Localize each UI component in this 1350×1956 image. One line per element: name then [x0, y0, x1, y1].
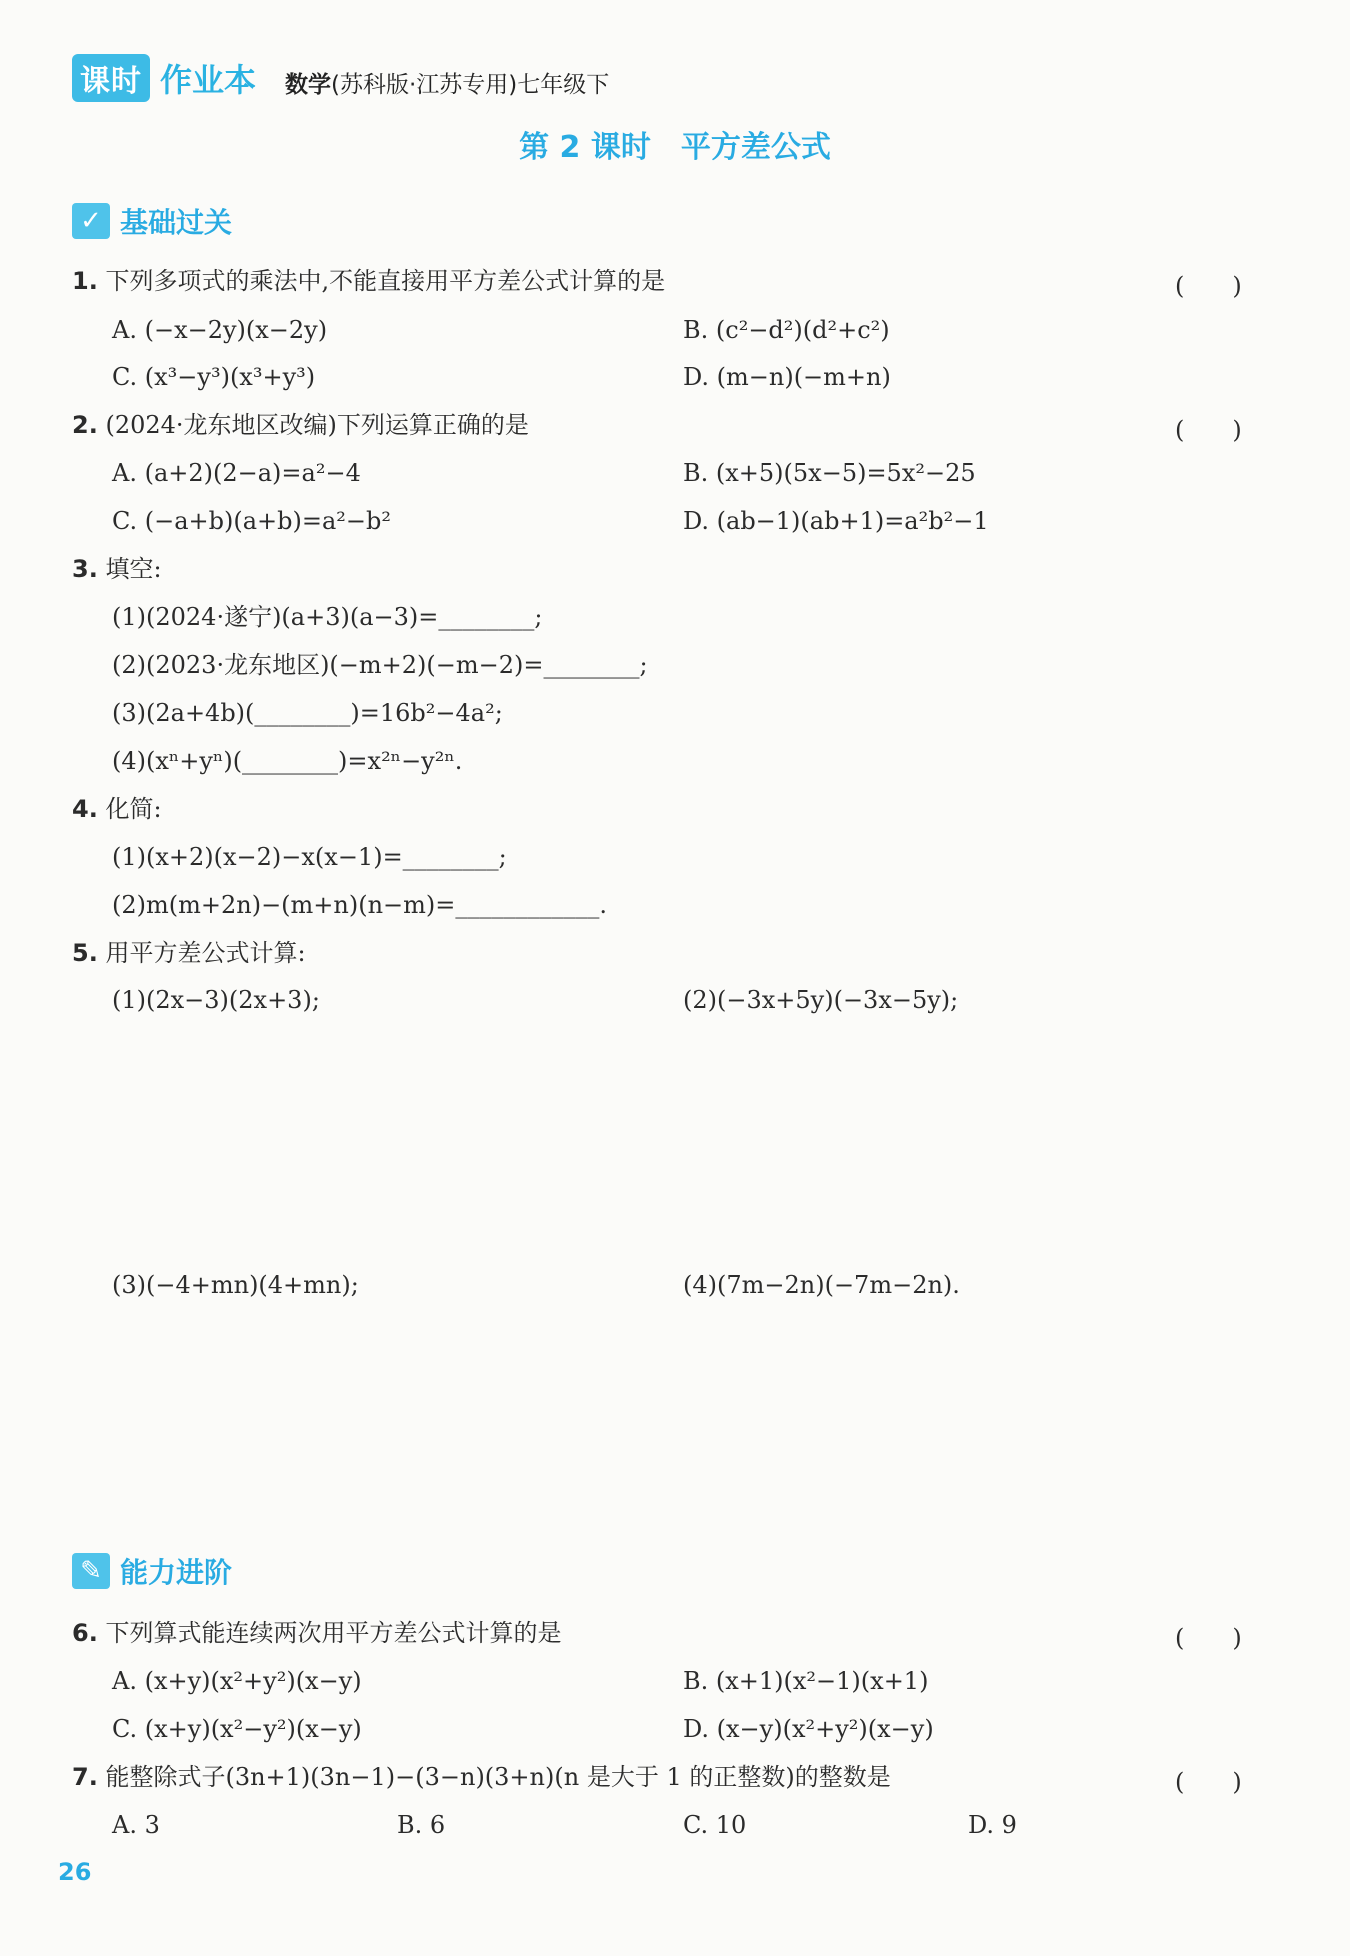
- q1-text: 下列多项式的乘法中,不能直接用平方差公式计算的是: [105, 267, 666, 295]
- q1-option-c: C. (x³−y³)(x³+y³): [112, 363, 316, 391]
- q6-option-a: A. (x+y)(x²+y²)(x−y): [112, 1667, 362, 1695]
- q6-answer-paren: ( ): [1175, 1624, 1242, 1652]
- q4-number: 4.: [72, 795, 98, 823]
- section-basic-label: 基础过关: [120, 206, 233, 239]
- q5-stem: [72, 938, 306, 970]
- q4-part-2: (2)m(m+2n)−(m+n)(n−m)=____________.: [112, 891, 608, 919]
- q6-option-b: B. (x+1)(x²−1)(x+1): [683, 1667, 929, 1695]
- lesson-title: 第 2 课时 平方差公式: [519, 130, 831, 165]
- brand-name: 作业本: [160, 61, 257, 99]
- q5-number: 5.: [72, 939, 98, 967]
- q1-option-b: B. (c²−d²)(d²+c²): [683, 316, 890, 344]
- section-advanced-label: 能力进阶: [120, 1556, 233, 1589]
- q7-answer-paren: ( ): [1175, 1768, 1242, 1796]
- q2-stem: [72, 410, 529, 442]
- q7-text: 能整除式子(3n+1)(3n−1)−(3−n)(3+n)(n 是大于 1 的正整数)的整数是: [105, 1763, 891, 1791]
- q7-number: 7.: [72, 1763, 98, 1791]
- q1-stem: [72, 266, 665, 298]
- q6-text: 下列算式能连续两次用平方差公式计算的是: [105, 1619, 562, 1647]
- q3-part-2: (2)(2023·龙东地区)(−m+2)(−m−2)=________;: [112, 651, 648, 679]
- q7-option-d: D. 9: [968, 1811, 1017, 1839]
- book-info: [285, 66, 609, 99]
- q5-part-3: (3)(−4+mn)(4+mn);: [112, 1271, 359, 1299]
- section-basic: [72, 200, 232, 242]
- q6-option-c: C. (x+y)(x²−y²)(x−y): [112, 1715, 362, 1743]
- q2-answer-paren: ( ): [1175, 416, 1242, 444]
- q7-option-c: C. 10: [683, 1811, 747, 1839]
- q2-number: 2.: [72, 411, 98, 439]
- q5-part-2: (2)(−3x+5y)(−3x−5y);: [683, 986, 959, 1014]
- q2-option-a: A. (a+2)(2−a)=a²−4: [112, 459, 361, 487]
- q7-option-b: B. 6: [397, 1811, 446, 1839]
- q7-stem: [72, 1762, 891, 1794]
- section-advanced: [72, 1550, 232, 1592]
- book-subject: 数学: [285, 72, 331, 98]
- book-desc: (苏科版·江苏专用)七年级下: [331, 72, 610, 98]
- q1-number: 1.: [72, 267, 98, 295]
- q2-option-b: B. (x+5)(5x−5)=5x²−25: [683, 459, 976, 487]
- q6-stem: [72, 1618, 561, 1650]
- brand-logo: 课时: [72, 54, 150, 102]
- page-number: 26: [58, 1858, 92, 1886]
- q3-stem: [72, 554, 162, 586]
- q1-option-d: D. (m−n)(−m+n): [683, 363, 891, 391]
- pencil-icon: ✎: [72, 1553, 110, 1589]
- q3-text: 填空:: [105, 555, 162, 583]
- q3-number: 3.: [72, 555, 98, 583]
- q2-option-c: C. (−a+b)(a+b)=a²−b²: [112, 507, 392, 535]
- q5-part-4: (4)(7m−2n)(−7m−2n).: [683, 1271, 960, 1299]
- brand-header: [72, 56, 256, 100]
- q3-part-3: (3)(2a+4b)(________)=16b²−4a²;: [112, 699, 503, 727]
- q6-number: 6.: [72, 1619, 98, 1647]
- q1-option-a: A. (−x−2y)(x−2y): [112, 316, 328, 344]
- q5-text: 用平方差公式计算:: [105, 939, 306, 967]
- q4-text: 化简:: [105, 795, 162, 823]
- q4-part-1: (1)(x+2)(x−2)−x(x−1)=________;: [112, 843, 507, 871]
- q7-option-a: A. 3: [112, 1811, 160, 1839]
- q3-part-1: (1)(2024·遂宁)(a+3)(a−3)=________;: [112, 603, 543, 631]
- q4-stem: [72, 794, 162, 826]
- q1-answer-paren: ( ): [1175, 272, 1242, 300]
- q2-option-d: D. (ab−1)(ab+1)=a²b²−1: [683, 507, 989, 535]
- q2-text: (2024·龙东地区改编)下列运算正确的是: [105, 411, 529, 439]
- q5-part-1: (1)(2x−3)(2x+3);: [112, 986, 320, 1014]
- checkbox-icon: ✓: [72, 203, 110, 239]
- q6-option-d: D. (x−y)(x²+y²)(x−y): [683, 1715, 934, 1743]
- q3-part-4: (4)(xⁿ+yⁿ)(________)=x²ⁿ−y²ⁿ.: [112, 747, 463, 775]
